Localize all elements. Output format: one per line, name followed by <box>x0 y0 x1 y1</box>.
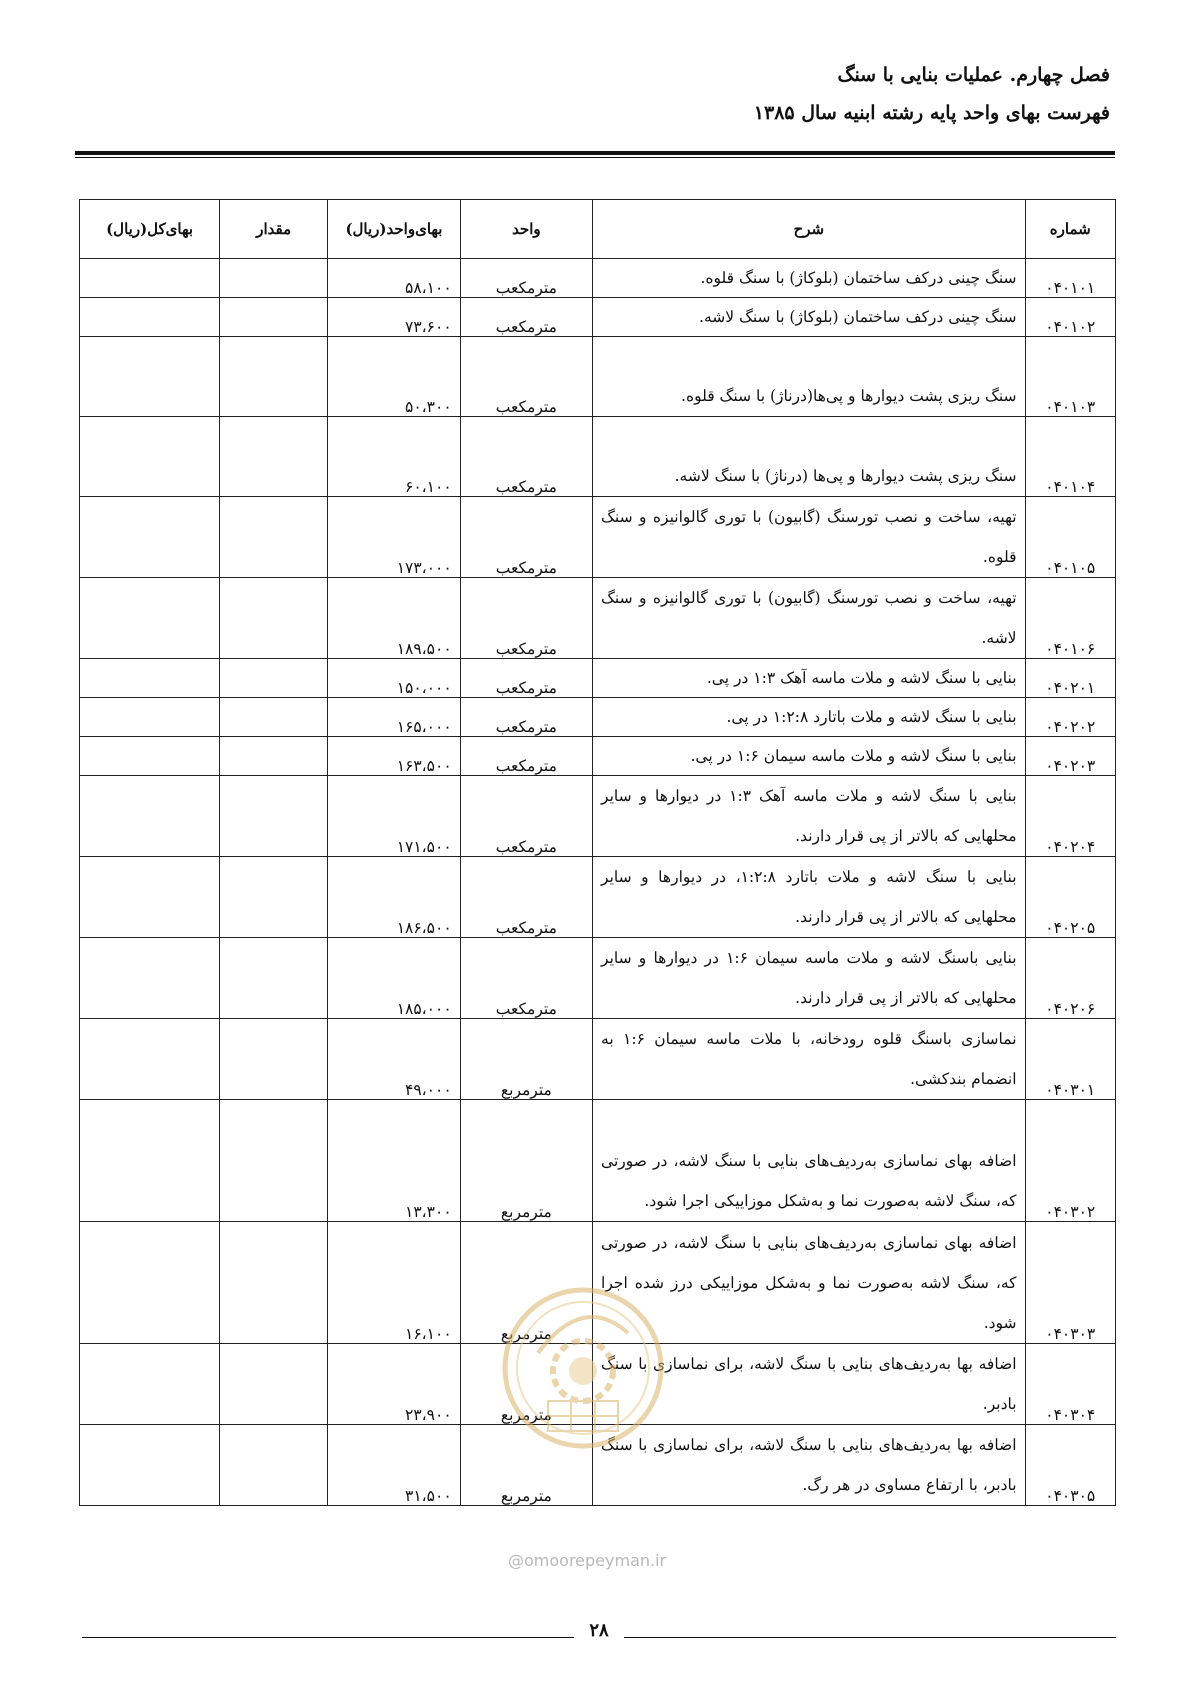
row-unit-price: ۲۳،۹۰۰ <box>328 1344 460 1425</box>
row-quantity <box>220 659 328 698</box>
table-row <box>80 1344 1116 1425</box>
row-unit: مترمکعب <box>460 857 592 938</box>
row-total-price <box>80 259 220 298</box>
row-unit: مترمکعب <box>460 776 592 857</box>
row-unit-price: ۱۶،۱۰۰ <box>328 1222 460 1344</box>
row-total-price <box>80 578 220 659</box>
row-total-price <box>80 857 220 938</box>
row-quantity <box>220 1344 328 1425</box>
row-description: اضافه بها به‌ردیف‌های بنایی با سنگ لاشه، برای نماسازی با سنگ بادبر، با ارتفاع مساوی در هر رگ. <box>593 1425 1025 1506</box>
table-row <box>80 1222 1116 1344</box>
footer-rule-left <box>82 1637 574 1638</box>
row-code: ۰۴۰۲۰۴ <box>1025 776 1115 857</box>
row-code: ۰۴۰۲۰۶ <box>1025 938 1115 1019</box>
row-code: ۰۴۰۱۰۵ <box>1025 497 1115 578</box>
table-row <box>80 1100 1116 1222</box>
row-unit: مترمکعب <box>460 337 592 417</box>
row-unit-price: ۱۵۰،۰۰۰ <box>328 659 460 698</box>
col-header-unit-price: بهای‌واحد(ریال) <box>328 200 460 259</box>
row-quantity <box>220 1425 328 1506</box>
row-unit-price: ۱۶۳،۵۰۰ <box>328 737 460 776</box>
row-unit-price: ۱۸۶،۵۰۰ <box>328 857 460 938</box>
row-code: ۰۴۰۳۰۴ <box>1025 1344 1115 1425</box>
row-description: بنایی با سنگ لاشه و ملات ماسه سیمان ۱:۶ در پی. <box>593 737 1025 776</box>
row-description: اضافه بها به‌ردیف‌های بنایی با سنگ لاشه، برای نماسازی با سنگ بادبر. <box>593 1344 1025 1425</box>
page-number: ۲۸ <box>589 1620 609 1641</box>
row-code: ۰۴۰۳۰۵ <box>1025 1425 1115 1506</box>
row-unit-price: ۳۱،۵۰۰ <box>328 1425 460 1506</box>
table-row <box>80 1019 1116 1100</box>
table-row <box>80 1425 1116 1506</box>
row-code: ۰۴۰۲۰۲ <box>1025 698 1115 737</box>
row-description: سنگ چینی درکف ساختمان (بلوکاژ) با سنگ قلوه. <box>593 259 1025 298</box>
row-unit: مترمکعب <box>460 298 592 337</box>
table-row <box>80 337 1116 417</box>
row-code: ۰۴۰۳۰۱ <box>1025 1019 1115 1100</box>
row-unit: مترمربع <box>460 1222 592 1344</box>
table-row <box>80 698 1116 737</box>
row-description: بنایی باسنگ لاشه و ملات ماسه سیمان ۱:۶ در دیوارها و سایر محلهایی که بالاتر از پی قرار دارند. <box>593 938 1025 1019</box>
row-description: سنگ ریزی پشت دیوارها و پی‌ها(درناژ) با سنگ قلوه. <box>593 337 1025 417</box>
row-quantity <box>220 1019 328 1100</box>
row-quantity <box>220 497 328 578</box>
row-total-price <box>80 1222 220 1344</box>
page-header <box>70 58 1110 130</box>
row-unit-price: ۱۸۹،۵۰۰ <box>328 578 460 659</box>
col-header-description: شرح <box>593 200 1025 259</box>
table-row <box>80 417 1116 497</box>
row-unit: مترمکعب <box>460 659 592 698</box>
row-total-price <box>80 337 220 417</box>
row-total-price <box>80 737 220 776</box>
row-code: ۰۴۰۱۰۲ <box>1025 298 1115 337</box>
row-unit: مترمکعب <box>460 737 592 776</box>
row-code: ۰۴۰۲۰۱ <box>1025 659 1115 698</box>
row-description: بنایی با سنگ لاشه و ملات ماسه آهک ۱:۳ در دیوارها و سایر محلهایی که بالاتر از پی قرار دارند. <box>593 776 1025 857</box>
table-row <box>80 659 1116 698</box>
row-quantity <box>220 698 328 737</box>
row-quantity <box>220 578 328 659</box>
row-code: ۰۴۰۲۰۵ <box>1025 857 1115 938</box>
row-code: ۰۴۰۳۰۲ <box>1025 1100 1115 1222</box>
row-quantity <box>220 1100 328 1222</box>
row-total-price <box>80 1425 220 1506</box>
table-row <box>80 578 1116 659</box>
row-unit: مترمربع <box>460 1425 592 1506</box>
row-unit-price: ۱۷۳،۰۰۰ <box>328 497 460 578</box>
table-row <box>80 497 1116 578</box>
row-description: بنایی با سنگ لاشه و ملات ماسه آهک ۱:۳ در پی. <box>593 659 1025 698</box>
row-quantity <box>220 1222 328 1344</box>
row-unit: مترمکعب <box>460 417 592 497</box>
row-total-price <box>80 776 220 857</box>
row-total-price <box>80 659 220 698</box>
chapter-title: فصل چهارم. عملیات بنایی با سنگ <box>837 64 1110 86</box>
col-header-unit: واحد <box>460 200 592 259</box>
table-row <box>80 938 1116 1019</box>
table-row <box>80 737 1116 776</box>
row-code: ۰۴۰۱۰۴ <box>1025 417 1115 497</box>
row-description: اضافه بهای نماسازی به‌ردیف‌های بنایی با سنگ لاشه، در صورتی که، سنگ لاشه به‌صورت نما و به‌شکل موزاییکی اجرا شود. <box>593 1100 1025 1222</box>
row-code: ۰۴۰۱۰۶ <box>1025 578 1115 659</box>
list-title: فهرست بهای واحد پایه رشته ابنیه سال ۱۳۸۵ <box>753 102 1110 124</box>
col-header-total-price: بهای‌کل(ریال) <box>80 200 220 259</box>
row-quantity <box>220 938 328 1019</box>
watermark-url: @omoorepeyman.ir <box>508 1551 667 1570</box>
row-unit-price: ۱۶۵،۰۰۰ <box>328 698 460 737</box>
row-unit-price: ۱۷۱،۵۰۰ <box>328 776 460 857</box>
row-quantity <box>220 857 328 938</box>
price-table <box>79 199 1116 1506</box>
row-total-price <box>80 417 220 497</box>
row-total-price <box>80 698 220 737</box>
row-unit: مترمربع <box>460 1100 592 1222</box>
row-description: بنایی با سنگ لاشه و ملات باتارد ۱:۲:۸، در دیوارها و سایر محلهایی که بالاتر از پی قرار دارند. <box>593 857 1025 938</box>
row-unit-price: ۵۸،۱۰۰ <box>328 259 460 298</box>
table-row <box>80 298 1116 337</box>
header-rule-thin <box>75 157 1115 158</box>
row-code: ۰۴۰۱۰۱ <box>1025 259 1115 298</box>
table-row <box>80 776 1116 857</box>
row-unit-price: ۶۰،۱۰۰ <box>328 417 460 497</box>
row-total-price <box>80 1100 220 1222</box>
row-unit: مترمکعب <box>460 938 592 1019</box>
row-quantity <box>220 776 328 857</box>
col-header-quantity: مقدار <box>220 200 328 259</box>
row-total-price <box>80 298 220 337</box>
row-total-price <box>80 1344 220 1425</box>
row-description: نماسازی باسنگ قلوه رودخانه، با ملات ماسه سیمان ۱:۶ به انضمام بندکشی. <box>593 1019 1025 1100</box>
row-unit-price: ۷۳،۶۰۰ <box>328 298 460 337</box>
row-code: ۰۴۰۲۰۳ <box>1025 737 1115 776</box>
row-quantity <box>220 737 328 776</box>
row-total-price <box>80 938 220 1019</box>
row-description: تهیه، ساخت و نصب تورسنگ (گابیون) با توری گالوانیزه و سنگ قلوه. <box>593 497 1025 578</box>
row-total-price <box>80 1019 220 1100</box>
row-code: ۰۴۰۳۰۳ <box>1025 1222 1115 1344</box>
row-unit-price: ۵۰،۳۰۰ <box>328 337 460 417</box>
table-row <box>80 857 1116 938</box>
row-description: اضافه بهای نماسازی به‌ردیف‌های بنایی با سنگ لاشه، در صورتی که، سنگ لاشه به‌صورت نما و به‌شکل موزاییکی درز شده اجرا شود. <box>593 1222 1025 1344</box>
row-unit: مترمکعب <box>460 578 592 659</box>
table-header-row <box>80 200 1116 259</box>
row-quantity <box>220 298 328 337</box>
row-unit: مترمکعب <box>460 259 592 298</box>
row-code: ۰۴۰۱۰۳ <box>1025 337 1115 417</box>
header-rule-thick <box>75 151 1115 155</box>
row-unit-price: ۱۸۵،۰۰۰ <box>328 938 460 1019</box>
table-row <box>80 259 1116 298</box>
col-header-code: شماره <box>1025 200 1115 259</box>
row-description: بنایی با سنگ لاشه و ملات باتارد ۱:۲:۸ در پی. <box>593 698 1025 737</box>
row-unit-price: ۴۹،۰۰۰ <box>328 1019 460 1100</box>
row-unit: مترمربع <box>460 1019 592 1100</box>
row-description: تهیه، ساخت و نصب تورسنگ (گابیون) با توری گالوانیزه و سنگ لاشه. <box>593 578 1025 659</box>
row-description: سنگ ریزی پشت دیوارها و پی‌ها (درناژ) با سنگ لاشه. <box>593 417 1025 497</box>
row-quantity <box>220 259 328 298</box>
row-quantity <box>220 417 328 497</box>
row-unit: مترمربع <box>460 1344 592 1425</box>
row-quantity <box>220 337 328 417</box>
table-body <box>80 259 1116 1506</box>
row-description: سنگ چینی درکف ساختمان (بلوکاژ) با سنگ لاشه. <box>593 298 1025 337</box>
row-unit: مترمکعب <box>460 698 592 737</box>
row-unit-price: ۱۳،۳۰۰ <box>328 1100 460 1222</box>
footer-rule-right <box>624 1637 1116 1638</box>
row-total-price <box>80 497 220 578</box>
row-unit: مترمکعب <box>460 497 592 578</box>
